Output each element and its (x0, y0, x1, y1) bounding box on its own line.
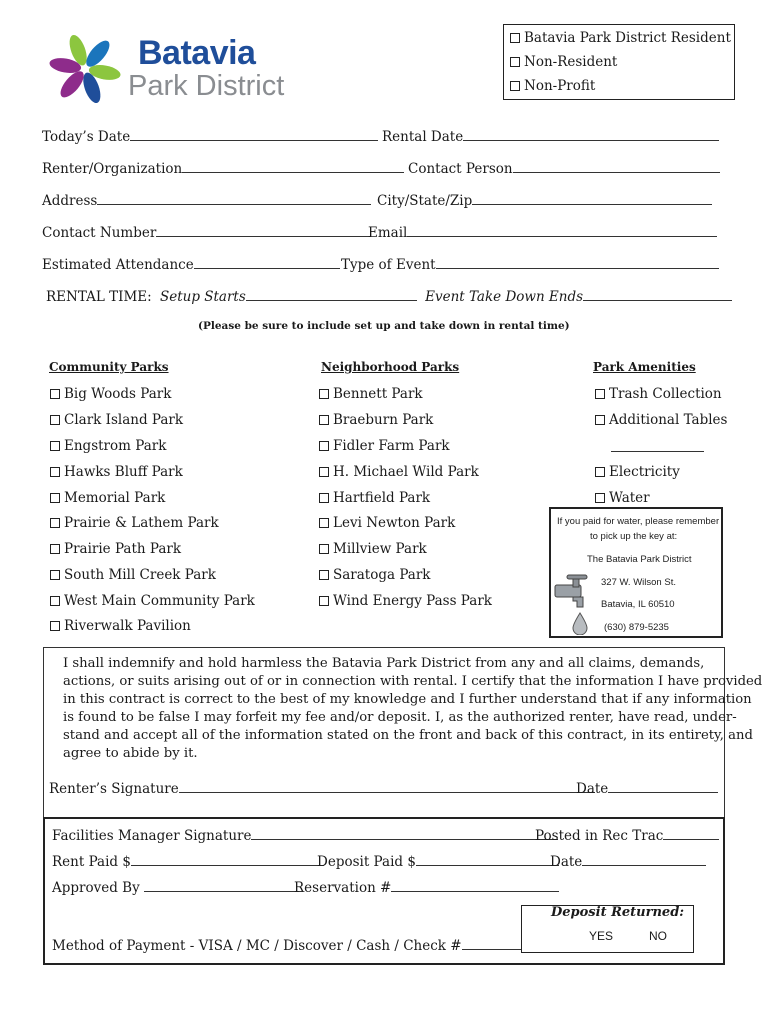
checkbox[interactable] (595, 415, 605, 425)
checkbox[interactable] (50, 518, 60, 528)
checkbox[interactable] (50, 570, 60, 580)
logo-name-line1: Batavia (138, 34, 256, 72)
posted-rec-trac-field[interactable]: Posted in Rec Trac (535, 828, 719, 844)
estimated-attendance-field[interactable]: Estimated Attendance (42, 257, 340, 273)
contact-person-field[interactable]: Contact Person (408, 161, 720, 177)
rental-date-field[interactable]: Rental Date (382, 129, 719, 145)
deposit-yes-option[interactable]: YES (589, 929, 614, 943)
checkbox[interactable] (50, 415, 60, 425)
checkbox[interactable] (50, 467, 60, 477)
office-date-field[interactable]: Date (550, 854, 706, 870)
checkbox[interactable] (319, 389, 329, 399)
renter-org-field[interactable]: Renter/Organization (42, 161, 404, 177)
neighborhood-parks-heading: Neighborhood Parks (321, 360, 460, 374)
residency-option-nonprofit[interactable]: Non-Profit (510, 78, 595, 94)
rent-paid-field[interactable]: Rent Paid $ (52, 854, 324, 870)
community-park-item[interactable]: Clark Island Park (50, 412, 183, 428)
amenity-trash-collection[interactable]: Trash Collection (595, 386, 722, 402)
checkbox[interactable] (319, 544, 329, 554)
neighborhood-park-item[interactable]: Bennett Park (319, 386, 423, 402)
checkbox[interactable] (510, 57, 520, 67)
amenity-water[interactable]: Water (595, 490, 650, 506)
indemnity-statement: I shall indemnify and hold harmless the Batavia Park District from any and all claims, demands, actions, or suits arising out of or in connection with rental. I certify that the information I have provided in this contract is correct to the best of my knowledge and I further understand that if any information is found to be false I may forfeit my fee and/or deposit. I, as the authorized renter, have read, under- stand and accept all of the information stated on the front and back of this contract, in its entirety, and agree to abide by it. (63, 656, 763, 761)
checkbox[interactable] (50, 544, 60, 554)
neighborhood-park-item[interactable]: Braeburn Park (319, 412, 433, 428)
deposit-paid-field[interactable]: Deposit Paid $ (317, 854, 559, 870)
deposit-no-option[interactable]: NO (649, 929, 667, 943)
community-park-item[interactable]: Hawks Bluff Park (50, 464, 183, 480)
checkbox[interactable] (319, 518, 329, 528)
amenity-additional-tables[interactable]: Additional Tables (595, 412, 727, 428)
rental-time-note: (Please be sure to include set up and take down in rental time) (198, 320, 570, 332)
checkbox[interactable] (595, 389, 605, 399)
community-park-item[interactable]: Riverwalk Pavilion (50, 618, 191, 634)
water-note-line2: to pick up the key at: (590, 531, 678, 542)
todays-date-field[interactable]: Today’s Date (42, 129, 378, 145)
rental-time-row: RENTAL TIME: Setup Starts Event Take Down Ends (46, 289, 732, 305)
neighborhood-park-item[interactable]: H. Michael Wild Park (319, 464, 479, 480)
water-note-phone: (630) 879-5235 (604, 622, 669, 633)
community-park-item[interactable]: Big Woods Park (50, 386, 171, 402)
checkbox[interactable] (319, 415, 329, 425)
logo-name-line2: Park District (128, 70, 285, 102)
water-note-line1: If you paid for water, please remember (557, 516, 720, 527)
reservation-field[interactable]: Reservation # (294, 880, 559, 896)
water-note-street: 327 W. Wilson St. (601, 577, 676, 588)
type-of-event-field[interactable]: Type of Event (341, 257, 719, 273)
community-parks-heading: Community Parks (49, 360, 169, 374)
address-field[interactable]: Address (42, 193, 371, 209)
checkbox[interactable] (319, 493, 329, 503)
checkbox[interactable] (50, 596, 60, 606)
additional-tables-input[interactable] (611, 441, 704, 452)
renter-signature-field[interactable]: Renter’s Signature (49, 781, 595, 797)
community-park-item[interactable]: Memorial Park (50, 490, 165, 506)
water-note-city: Batavia, IL 60510 (601, 599, 675, 610)
community-park-item[interactable]: South Mill Creek Park (50, 567, 216, 583)
checkbox[interactable] (50, 441, 60, 451)
water-faucet-icon (553, 573, 595, 635)
payment-method-field[interactable]: Method of Payment - VISA / MC / Discover / Cash / Check # (52, 938, 545, 954)
checkbox[interactable] (50, 621, 60, 631)
community-park-item[interactable]: Prairie & Lathem Park (50, 515, 219, 531)
neighborhood-park-item[interactable]: Fidler Farm Park (319, 438, 450, 454)
checkbox[interactable] (319, 596, 329, 606)
residency-option-nonresident[interactable]: Non-Resident (510, 54, 617, 70)
neighborhood-park-item[interactable]: Saratoga Park (319, 567, 431, 583)
park-amenities-heading: Park Amenities (593, 360, 696, 374)
water-note-org: The Batavia Park District (587, 554, 692, 565)
community-park-item[interactable]: Engstrom Park (50, 438, 166, 454)
neighborhood-park-item[interactable]: Hartfield Park (319, 490, 430, 506)
checkbox[interactable] (319, 441, 329, 451)
community-park-item[interactable]: Prairie Path Park (50, 541, 181, 557)
logo (46, 30, 306, 110)
manager-signature-field[interactable]: Facilities Manager Signature (52, 828, 558, 844)
city-state-zip-field[interactable]: City/State/Zip (377, 193, 712, 209)
checkbox[interactable] (595, 467, 605, 477)
checkbox[interactable] (319, 467, 329, 477)
checkbox[interactable] (595, 493, 605, 503)
setup-starts-input[interactable] (246, 289, 417, 301)
neighborhood-park-item[interactable]: Levi Newton Park (319, 515, 455, 531)
approved-by-field[interactable]: Approved By (52, 880, 302, 896)
neighborhood-park-item[interactable]: Wind Energy Pass Park (319, 593, 492, 609)
checkbox[interactable] (510, 33, 520, 43)
contact-number-field[interactable]: Contact Number (42, 225, 370, 241)
neighborhood-park-item[interactable]: Millview Park (319, 541, 427, 557)
renter-date-field[interactable]: Date (576, 781, 718, 797)
checkbox[interactable] (50, 493, 60, 503)
deposit-returned-label: Deposit Returned: (551, 905, 685, 920)
residency-option-resident[interactable]: Batavia Park District Resident (510, 30, 731, 46)
email-field[interactable]: Email (368, 225, 717, 241)
community-park-item[interactable]: West Main Community Park (50, 593, 255, 609)
amenity-electricity[interactable]: Electricity (595, 464, 680, 480)
checkbox[interactable] (50, 389, 60, 399)
takedown-ends-input[interactable] (583, 289, 732, 301)
flower-logo-icon (46, 30, 124, 108)
checkbox[interactable] (510, 81, 520, 91)
checkbox[interactable] (319, 570, 329, 580)
